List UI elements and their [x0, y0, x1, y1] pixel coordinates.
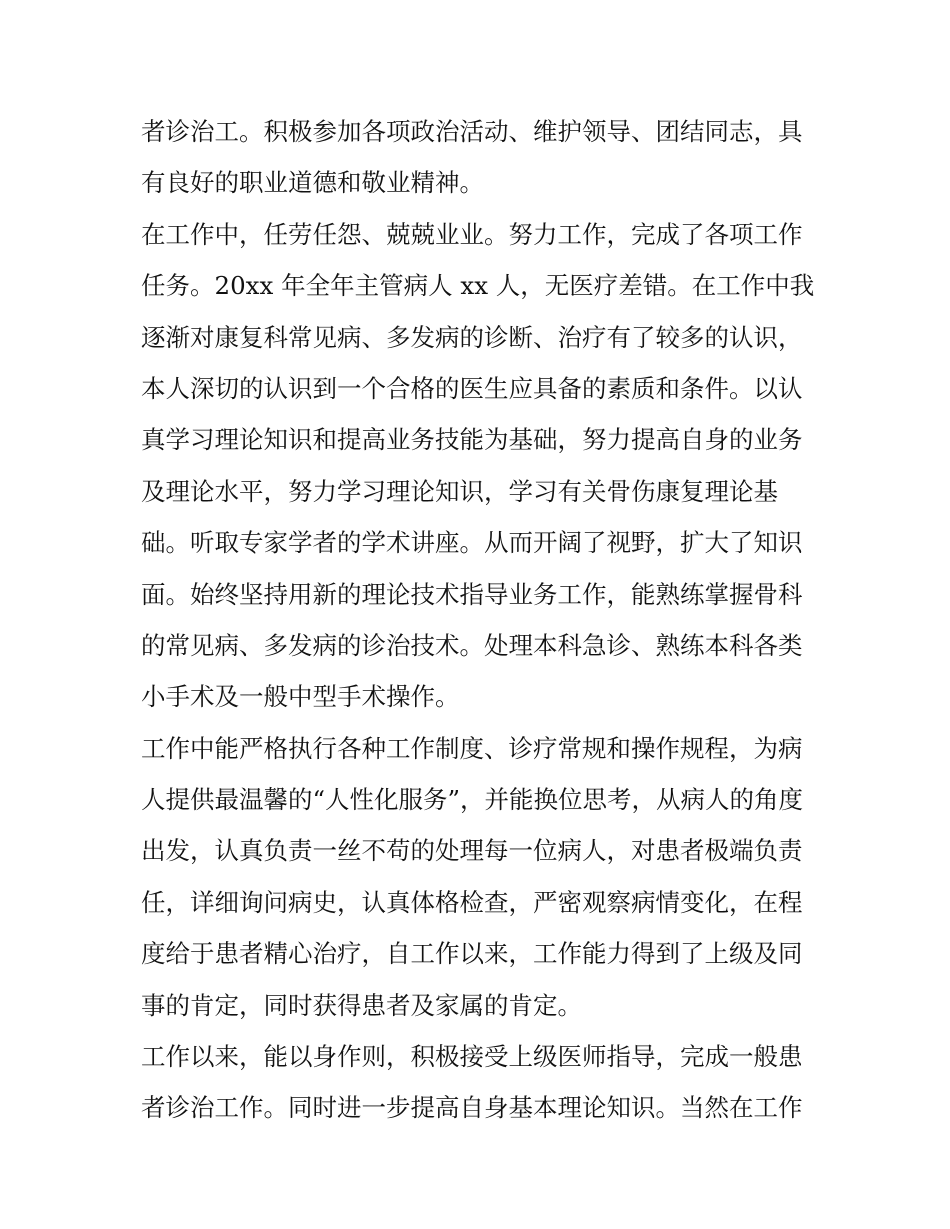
text-line: 在工作中，任劳任怨、兢兢业业。努力工作，完成了各项工作 — [141, 219, 803, 249]
text-line: 事的肯定，同时获得患者及家属的肯定。 — [141, 990, 582, 1020]
text-line: 出发，认真负责一丝不苟的处理每一位病人，对患者极端负责 — [141, 836, 803, 866]
text-line: 者诊治工作。同时进一步提高自身基本理论知识。当然在工作 — [141, 1093, 803, 1123]
text-line: 的常见病、多发病的诊治技术。处理本科急诊、熟练本科各类 — [141, 630, 803, 660]
text-line: 有良好的职业道德和敬业精神。 — [141, 168, 484, 198]
text-line: 度给于患者精心治疗，自工作以来，工作能力得到了上级及同 — [141, 939, 803, 969]
text-line: 任务。20xx 年全年主管病人 xx 人，无医疗差错。在工作中我 — [141, 271, 815, 301]
text-line: 任，详细询问病史，认真体格检查，严密观察病情变化，在程 — [141, 887, 803, 917]
text-line: 本人深切的认识到一个合格的医生应具备的素质和条件。以认 — [141, 373, 803, 403]
text-line: 真学习理论知识和提高业务技能为基础，努力提高自身的业务 — [141, 425, 803, 455]
body-text — [141, 106, 821, 1134]
text-line: 础。听取专家学者的学术讲座。从而开阔了视野，扩大了知识 — [141, 528, 803, 558]
text-line: 及理论水平，努力学习理论知识，学习有关骨伤康复理论基 — [141, 476, 778, 506]
text-line: 面。始终坚持用新的理论技术指导业务工作，能熟练掌握骨科 — [141, 579, 803, 609]
text-line: 者诊治工。积极参加各项政治活动、维护领导、团结同志，具 — [141, 117, 803, 146]
text-line: 人提供最温馨的“人性化服务”，并能换位思考，从病人的角度 — [141, 785, 804, 815]
text-line: 工作以来，能以身作则，积极接受上级医师指导，完成一般患 — [141, 1042, 803, 1072]
text-line: 工作中能严格执行各种工作制度、诊疗常规和操作规程，为病 — [141, 733, 803, 763]
text-line: 小手术及一般中型手术操作。 — [141, 682, 460, 712]
text-line: 逐渐对康复科常见病、多发病的诊断、治疗有了较多的认识， — [141, 322, 803, 352]
